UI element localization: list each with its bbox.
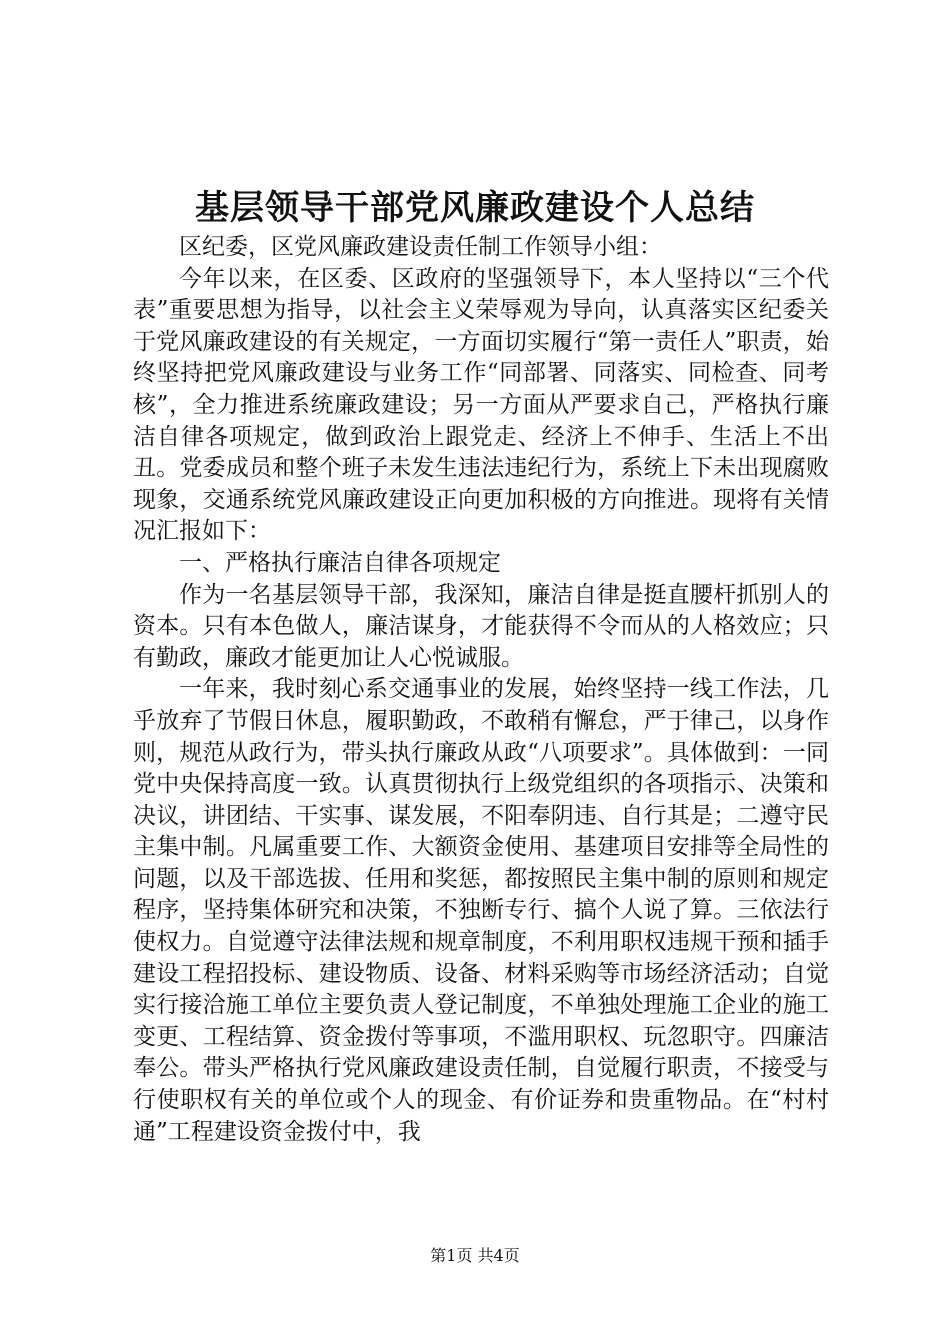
intro-paragraph: 今年以来，在区委、区政府的坚强领导下，本人坚持以“三个代表”重要思想为指导，以社会主义荣辱观为导向，认真落实区纪委关于党风廉政建设的有关规定，一方面切实履行“第一责任人”职责，始终坚持把党风廉政建设与业务工作“同部署、同落实、同检查、同考核”，全力推进系统廉政建设；另一方面从严要求自己，严格执行廉洁自律各项规定，做到政治上跟党走、经济上不伸手、生活上不出丑。党委成员和整个班子未发生违法违纪行为，系统上下未出现腐败现象，交通系统党风廉政建设正向更加积极的方向推进。现将有关情况汇报如下： bbox=[133, 265, 829, 545]
body-paragraph: 作为一名基层领导干部，我深知，廉洁自律是挺直腰杆抓别人的资本。只有本色做人，廉洁谋身，才能获得不令而从的人格效应；只有勤政，廉政才能更加让人心悦诚服。 bbox=[133, 581, 829, 671]
document-title: 基层领导干部党风廉政建设个人总结 bbox=[195, 188, 755, 228]
section-heading: 一、严格执行廉洁自律各项规定 bbox=[179, 549, 501, 576]
body-paragraph: 一年来，我时刻心系交通事业的发展，始终坚持一线工作法，几乎放弃了节假日休息，履职勤政，不敢稍有懈怠，严于律己，以身作则，规范从政行为，带头执行廉政从政“八项要求”。具体做到：一同党中央保持高度一致。认真贯彻执行上级党组织的各项指示、决策和决议，讲团结、干实事、谋发展，不阳奉阴违、自行其是；二遵守民主集中制。凡属重要工作、大额资金使用、基建项目安排等全局性的问题，以及干部选拔、任用和奖惩，都按照民主集中制的原则和规定程序，坚持集体研究和决策，不独断专行、搞个人说了算。三依法行使权力。自觉遵守法律法规和规章制度，不利用职权违规干预和插手建设工程招投标、建设物质、设备、材料采购等市场经济活动；自觉实行接洽施工单位主要负责人登记制度，不单独处理施工企业的施工变更、工程结算、资金拨付等事项，不滥用职权、玩忽职守。四廉洁奉公。带头严格执行党风廉政建设责任制，自觉履行职责，不接受与行使职权有关的单位或个人的现金、有价证券和贵重物品。在“村村通”工程建设资金拨付中，我 bbox=[133, 676, 829, 1145]
document-body bbox=[133, 232, 829, 1148]
page-number-footer: 第1页 共4页 bbox=[430, 1246, 520, 1265]
salutation-paragraph: 区纪委，区党风廉政建设责任制工作领导小组： bbox=[179, 234, 662, 260]
